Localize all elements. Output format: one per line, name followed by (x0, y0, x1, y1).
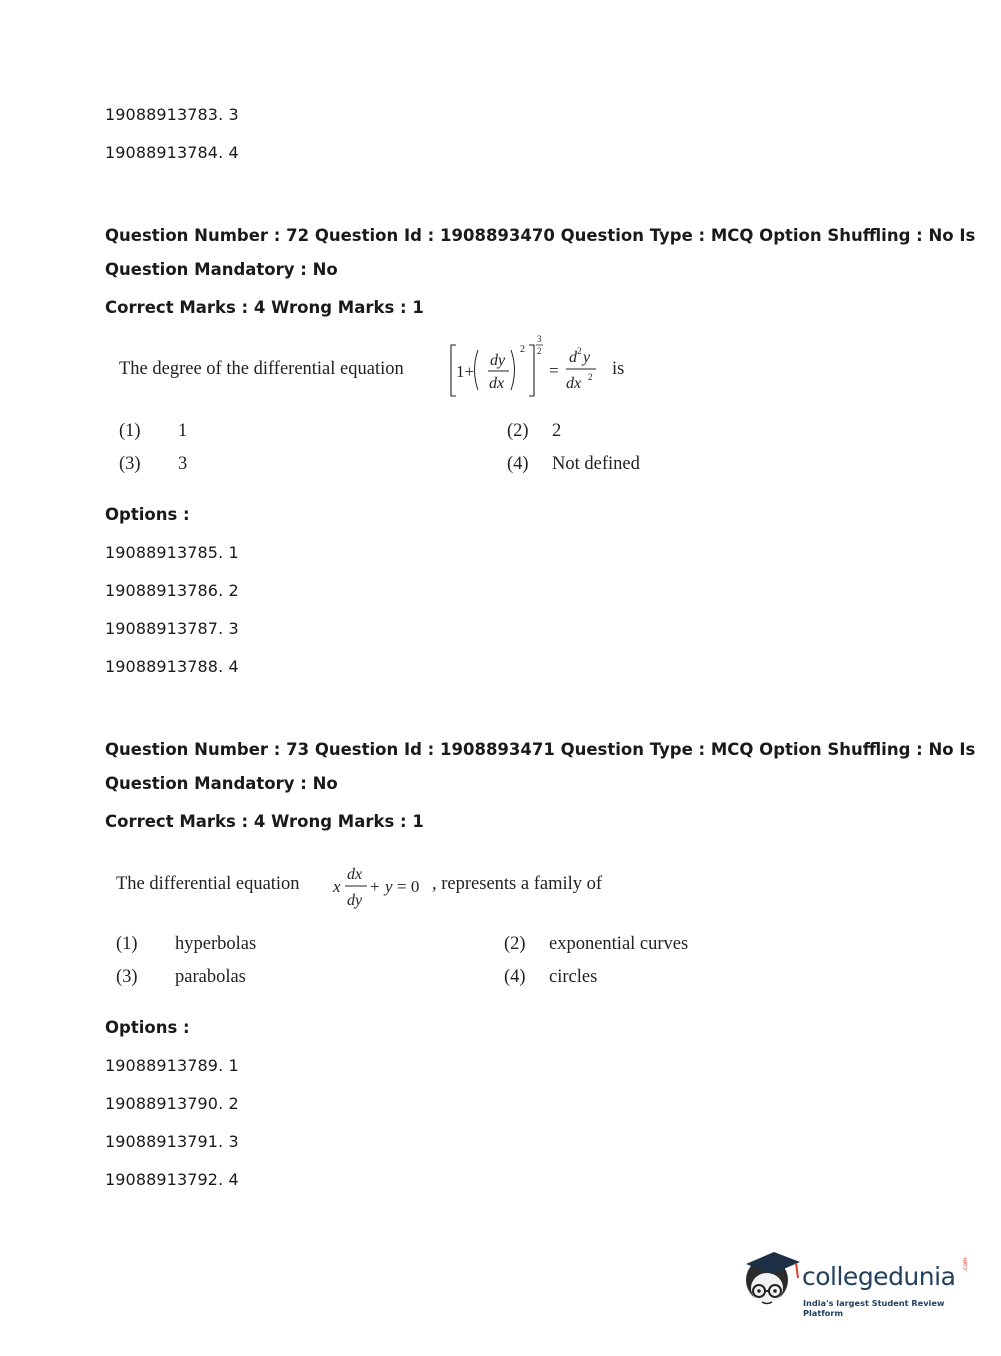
choice-text: exponential curves (549, 934, 689, 954)
svg-text:2: 2 (520, 344, 525, 355)
logo-com: .com (962, 1257, 969, 1272)
differential-equation-figure (445, 332, 605, 402)
svg-text:dx: dx (347, 866, 363, 883)
choice-text: circles (549, 967, 598, 987)
svg-text:dy: dy (347, 892, 363, 909)
choice-text: Not defined (552, 454, 640, 474)
choice-text: 2 (552, 421, 562, 441)
svg-text:=: = (549, 361, 559, 380)
svg-text:1+: 1+ (456, 362, 475, 381)
question-header: Question Number : 73 Question Id : 1908893471 Question Type : MCQ Option Shuffling : No Is (105, 740, 976, 759)
choice-number: (4) (507, 454, 529, 474)
choice-text: 3 (178, 454, 188, 474)
svg-text:d: d (569, 349, 577, 366)
options-label: Options : (105, 505, 190, 524)
svg-text:2: 2 (577, 346, 582, 356)
option-line: 19088913787. 3 (105, 619, 239, 638)
mascot-logo-icon (740, 1248, 802, 1314)
option-line: 19088913789. 1 (105, 1056, 239, 1075)
svg-text:2: 2 (537, 346, 542, 356)
choice-number: (3) (116, 967, 138, 987)
choice-number: (1) (116, 934, 138, 954)
choice-number: (2) (504, 934, 526, 954)
choice-number: (1) (119, 421, 141, 441)
choice-number: (4) (504, 967, 526, 987)
options-label: Options : (105, 1018, 190, 1037)
svg-text:+: + (370, 877, 380, 896)
question-header: Question Number : 72 Question Id : 1908893470 Question Type : MCQ Option Shuffling : No Is (105, 226, 976, 245)
option-line: 19088913784. 4 (105, 143, 239, 162)
svg-text:dx: dx (489, 375, 505, 392)
question-marks: Correct Marks : 4 Wrong Marks : 1 (105, 298, 424, 317)
svg-text:= 0: = 0 (397, 877, 420, 896)
question-mandatory: Question Mandatory : No (105, 774, 338, 793)
choice-text: parabolas (175, 967, 246, 987)
question-stem-text: The differential equation (116, 874, 300, 894)
option-line: 19088913785. 1 (105, 543, 239, 562)
choice-text: 1 (178, 421, 188, 441)
question-marks: Correct Marks : 4 Wrong Marks : 1 (105, 812, 424, 831)
question-stem-end: , represents a family of (432, 874, 603, 894)
svg-text:dy: dy (490, 352, 506, 369)
svg-text:y: y (583, 349, 591, 366)
svg-text:y: y (385, 877, 393, 896)
question-stem-end: is (612, 359, 625, 379)
choice-number: (2) (507, 421, 529, 441)
option-line: 19088913790. 2 (105, 1094, 239, 1113)
question-mandatory: Question Mandatory : No (105, 260, 338, 279)
option-line: 19088913786. 2 (105, 581, 239, 600)
option-line: 19088913791. 3 (105, 1132, 239, 1151)
question-stem-text: The degree of the differential equation (119, 359, 404, 379)
option-line: 19088913792. 4 (105, 1170, 239, 1189)
choice-number: (3) (119, 454, 141, 474)
logo-wordmark: collegedunia (802, 1262, 956, 1291)
choice-text: hyperbolas (175, 934, 257, 954)
collegedunia-logo (740, 1248, 975, 1318)
option-line: 19088913783. 3 (105, 105, 239, 124)
differential-equation-figure (330, 861, 440, 913)
option-line: 19088913788. 4 (105, 657, 239, 676)
logo-tagline: India's largest Student Review Platform (803, 1298, 945, 1318)
svg-text:x: x (333, 877, 341, 896)
svg-text:dx: dx (566, 375, 582, 392)
svg-text:3: 3 (537, 334, 542, 344)
svg-text:2: 2 (588, 372, 593, 382)
